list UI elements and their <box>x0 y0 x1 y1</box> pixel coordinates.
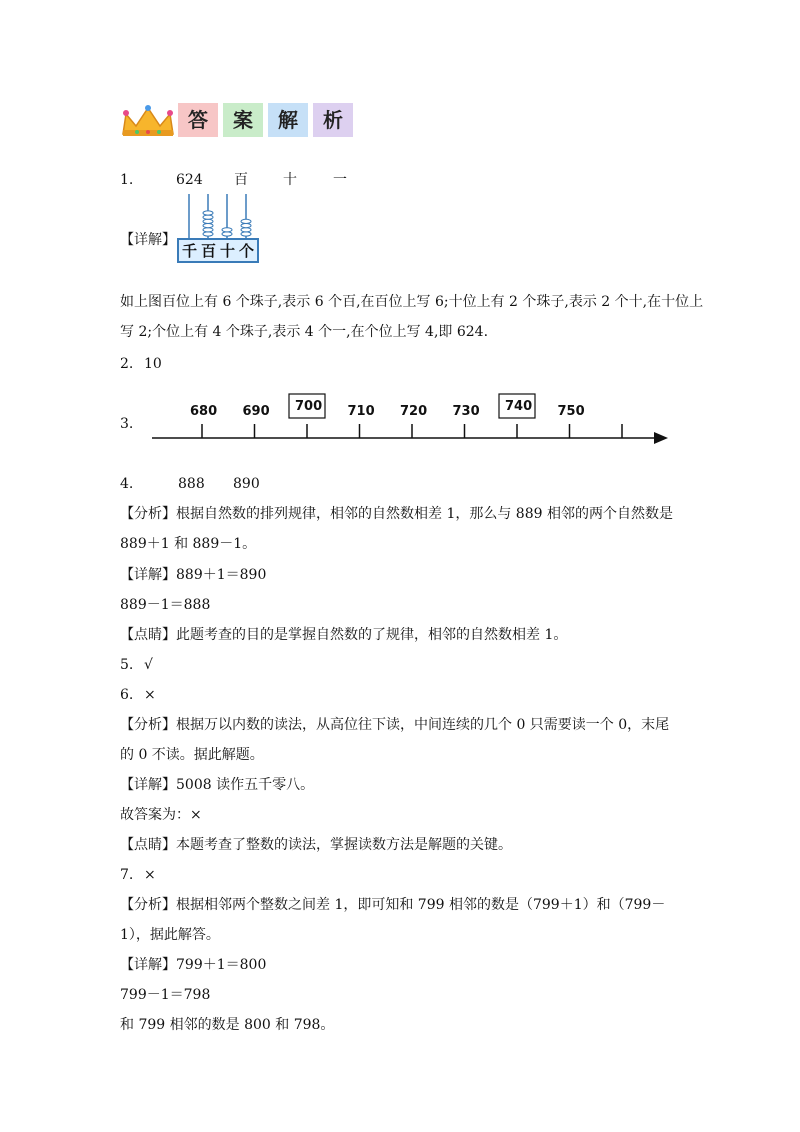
abacus-label: 千 <box>182 242 198 260</box>
question-number: 3. <box>120 416 134 432</box>
comment-text: 【点睛】此题考查的目的是掌握自然数的了规律，相邻的自然数相差 1。 <box>120 627 568 643</box>
answer-value: 624 <box>176 172 203 188</box>
question-number: 4. <box>120 476 134 492</box>
crown-icon <box>120 104 176 138</box>
tick-label: 750 <box>557 404 585 419</box>
arrow-icon <box>654 432 668 444</box>
abacus-bead <box>203 228 213 232</box>
detail-text: 889－1＝888 <box>120 597 211 613</box>
q1-answer-line <box>120 170 347 190</box>
tick-label: 710 <box>347 404 375 419</box>
abacus-bead <box>222 228 232 232</box>
header-tile: 案 <box>223 103 263 137</box>
comment-text: 【点睛】本题考查了整数的读法，掌握读数方法是解题的关键。 <box>120 837 512 853</box>
abacus-bead <box>203 211 213 215</box>
analysis-text: 889＋1 和 889－1。 <box>120 536 257 552</box>
detail-text: 799－1＝798 <box>120 987 211 1003</box>
tick-label: 740 <box>505 399 533 414</box>
explanation-text: 如上图百位上有 6 个珠子,表示 6 个百,在百位上写 6;十位上有 2 个珠子,表示 2 个十,在十位上 <box>120 294 704 310</box>
tick-label: 700 <box>295 399 323 414</box>
header-tile: 解 <box>268 103 308 137</box>
answer-value: × <box>144 687 156 703</box>
abacus-bead <box>241 228 251 232</box>
conclusion-text: 和 799 相邻的数是 800 和 798。 <box>120 1017 335 1033</box>
answer-value: 一 <box>333 172 347 188</box>
tick-label: 690 <box>242 404 270 419</box>
answer-value: 10 <box>144 356 162 372</box>
answer-value: 888 <box>178 476 205 492</box>
answer-value: × <box>144 867 156 883</box>
abacus-diagram <box>177 192 259 240</box>
detail-tag: 【详解】 <box>120 232 176 248</box>
question-number: 2. <box>120 356 134 372</box>
header-tile: 析 <box>313 103 353 137</box>
question-number: 1. <box>120 172 134 188</box>
answer-value: 百 <box>234 172 248 188</box>
abacus-bead <box>241 224 251 228</box>
conclusion-text: 故答案为：× <box>120 807 202 823</box>
abacus-bead <box>241 219 251 223</box>
answer-value: √ <box>144 657 153 673</box>
abacus-bead <box>203 219 213 223</box>
question-number: 5. <box>120 657 134 673</box>
number-line <box>150 390 670 450</box>
abacus-label: 个 <box>239 242 255 260</box>
abacus-bead <box>203 215 213 219</box>
detail-text: 【详解】799＋1＝800 <box>120 957 267 973</box>
analysis-text: 【分析】根据相邻两个整数之间差 1，即可知和 799 相邻的数是（799＋1）和（799－ <box>120 897 666 913</box>
detail-text: 【详解】889＋1＝890 <box>120 567 267 583</box>
abacus-bead <box>203 232 213 236</box>
abacus-bead <box>203 224 213 228</box>
header-tile: 答 <box>178 103 218 137</box>
answer-value: 890 <box>233 476 260 492</box>
q2-answer-line <box>120 354 162 374</box>
q6-answer-line <box>120 685 156 705</box>
explanation-text: 写 2;个位上有 4 个珠子,表示 4 个一,在个位上写 4,即 624. <box>120 324 489 340</box>
analysis-text: 的 0 不读。据此解题。 <box>120 747 264 763</box>
abacus-label: 百 <box>201 242 217 260</box>
tick-label: 720 <box>400 404 428 419</box>
answer-value: 十 <box>283 172 297 188</box>
q4-answer-line <box>120 474 260 494</box>
detail-text: 【详解】5008 读作五千零八。 <box>120 777 315 793</box>
analysis-text: 【分析】根据自然数的排列规律，相邻的自然数相差 1，那么与 889 相邻的两个自然数是 <box>120 506 673 522</box>
answer-analysis-header <box>120 100 370 140</box>
tick-label: 680 <box>190 404 218 419</box>
q5-answer-line <box>120 655 153 675</box>
abacus-label: 十 <box>220 242 236 260</box>
q7-answer-line <box>120 865 156 885</box>
question-number: 6. <box>120 687 134 703</box>
question-number: 7. <box>120 867 134 883</box>
abacus-bead <box>222 232 232 236</box>
analysis-text: 【分析】根据万以内数的读法，从高位往下读，中间连续的几个 0 只需要读一个 0，末尾 <box>120 717 670 733</box>
abacus-bead <box>241 232 251 236</box>
analysis-text: 1），据此解答。 <box>120 927 220 943</box>
tick-label: 730 <box>452 404 480 419</box>
